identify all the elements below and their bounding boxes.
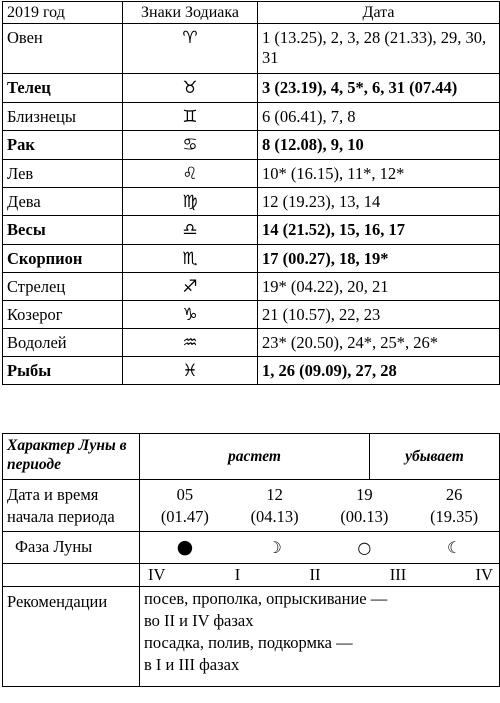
- zodiac-symbol-icon: ♋: [123, 131, 258, 160]
- sign-name: Телец: [3, 74, 123, 103]
- sign-name: Рак: [3, 131, 123, 160]
- zodiac-row: [3, 301, 500, 329]
- sign-dates: 6 (06.41), 7, 8: [258, 103, 500, 131]
- period-item: [140, 484, 230, 528]
- zodiac-header-row: [3, 2, 500, 24]
- zodiac-symbol-icon: ♓: [123, 357, 258, 385]
- recommendations-label: Рекомендации: [3, 587, 140, 687]
- phase-grid: [140, 532, 499, 562]
- new-moon-icon: ●: [176, 536, 194, 558]
- moon-character-caption: Характер Луны в периоде: [3, 434, 140, 480]
- zodiac-symbol-icon: ♊: [123, 103, 258, 131]
- quarter-numeral: I: [234, 565, 241, 584]
- zodiac-row: [3, 24, 500, 74]
- period-item: [230, 484, 320, 528]
- period-row: [3, 480, 500, 532]
- sign-dates: 19* (04.22), 20, 21: [258, 273, 500, 301]
- period-time: (04.13): [250, 507, 299, 526]
- sign-dates: 23* (20.50), 24*, 25*, 26*: [258, 329, 500, 357]
- moon-table: [2, 433, 500, 687]
- moon-character-row: [3, 434, 500, 480]
- sign-dates: 12 (19.23), 13, 14: [258, 188, 500, 216]
- period-item: [320, 484, 410, 528]
- sign-name: Скорпион: [3, 245, 123, 273]
- waning-label: убывает: [370, 434, 500, 480]
- zodiac-symbol-icon: ♈: [123, 24, 258, 74]
- zodiac-symbol-icon: ♒: [123, 329, 258, 357]
- quarter-label-empty: [3, 564, 140, 587]
- sign-name: Весы: [3, 216, 123, 245]
- sign-dates: 14 (21.52), 15, 16, 17: [258, 216, 500, 245]
- phase-values: [140, 532, 500, 564]
- sign-name: Близнецы: [3, 103, 123, 131]
- zodiac-row: [3, 160, 500, 188]
- full-moon-icon: ○: [357, 537, 372, 557]
- zodiac-row: [3, 74, 500, 103]
- zodiac-symbol-icon: ♍: [123, 188, 258, 216]
- recommendation-line: посадка, полив, подкормка —: [144, 633, 353, 652]
- zodiac-symbol-icon: ♉: [123, 74, 258, 103]
- zodiac-row: [3, 329, 500, 357]
- sign-name: Стрелец: [3, 273, 123, 301]
- period-values: [140, 480, 500, 532]
- sign-name: Дева: [3, 188, 123, 216]
- sign-name: Лев: [3, 160, 123, 188]
- sign-dates: 3 (23.19), 4, 5*, 6, 31 (07.44): [258, 74, 500, 103]
- period-time: (19.35): [430, 507, 479, 526]
- period-time: (01.47): [160, 507, 209, 526]
- sign-name: Рыбы: [3, 357, 123, 385]
- period-time: (00.13): [340, 507, 389, 526]
- quarter-numeral: IV: [475, 565, 493, 584]
- sign-name: Водолей: [3, 329, 123, 357]
- recommendation-line: посев, прополка, опрыскивание —: [144, 589, 388, 608]
- sign-name: Овен: [3, 24, 123, 74]
- sign-dates: 1 (13.25), 2, 3, 28 (21.33), 29, 30, 31: [258, 24, 500, 74]
- zodiac-row: [3, 188, 500, 216]
- sign-dates: 1, 26 (09.09), 27, 28: [258, 357, 500, 385]
- recommendation-line: во II и IV фазах: [144, 611, 254, 630]
- sign-dates: 8 (12.08), 9, 10: [258, 131, 500, 160]
- period-date: 12: [266, 485, 283, 504]
- zodiac-row: [3, 131, 500, 160]
- quarter-numeral: III: [389, 565, 407, 584]
- recommendations-text: [140, 587, 500, 687]
- zodiac-table: [2, 1, 500, 385]
- zodiac-row: [3, 273, 500, 301]
- period-grid: [140, 480, 499, 528]
- quarter-row: [3, 564, 500, 587]
- zodiac-row: [3, 103, 500, 131]
- zodiac-symbol-icon: ♌: [123, 160, 258, 188]
- date-header: Дата: [258, 2, 500, 24]
- quarter-grid: [140, 564, 499, 585]
- phase-label: Фаза Луны: [3, 532, 140, 564]
- zodiac-row: [3, 245, 500, 273]
- year-header: 2019 год: [3, 2, 123, 24]
- period-date: 19: [356, 485, 373, 504]
- sign-dates: 17 (00.27), 18, 19*: [258, 245, 500, 273]
- period-date: 05: [176, 485, 194, 504]
- zodiac-symbol-icon: ♐: [123, 273, 258, 301]
- period-item: [409, 484, 499, 528]
- sign-dates: 10* (16.15), 11*, 12*: [258, 160, 500, 188]
- first-quarter-icon: ☽: [267, 537, 282, 557]
- zodiac-symbol-icon: ♏: [123, 245, 258, 273]
- sign-name: Козерог: [3, 301, 123, 329]
- zodiac-row: [3, 357, 500, 385]
- sign-dates: 21 (10.57), 22, 23: [258, 301, 500, 329]
- phase-row: [3, 532, 500, 564]
- recommendations-row: [3, 587, 500, 687]
- quarter-numeral: II: [309, 565, 321, 584]
- zodiac-row: [3, 216, 500, 245]
- last-quarter-icon: ☾: [446, 537, 462, 557]
- zodiac-symbol-icon: ♑: [123, 301, 258, 329]
- signs-header: Знаки Зодиака: [123, 2, 258, 24]
- quarter-values: [140, 564, 500, 587]
- period-date: 26: [445, 485, 463, 504]
- period-label: Дата и время начала периода: [3, 480, 140, 532]
- waxing-label: растет: [140, 434, 370, 480]
- quarter-numeral: IV: [148, 565, 166, 584]
- zodiac-symbol-icon: ♎: [123, 216, 258, 245]
- recommendation-line: в I и III фазах: [144, 655, 240, 674]
